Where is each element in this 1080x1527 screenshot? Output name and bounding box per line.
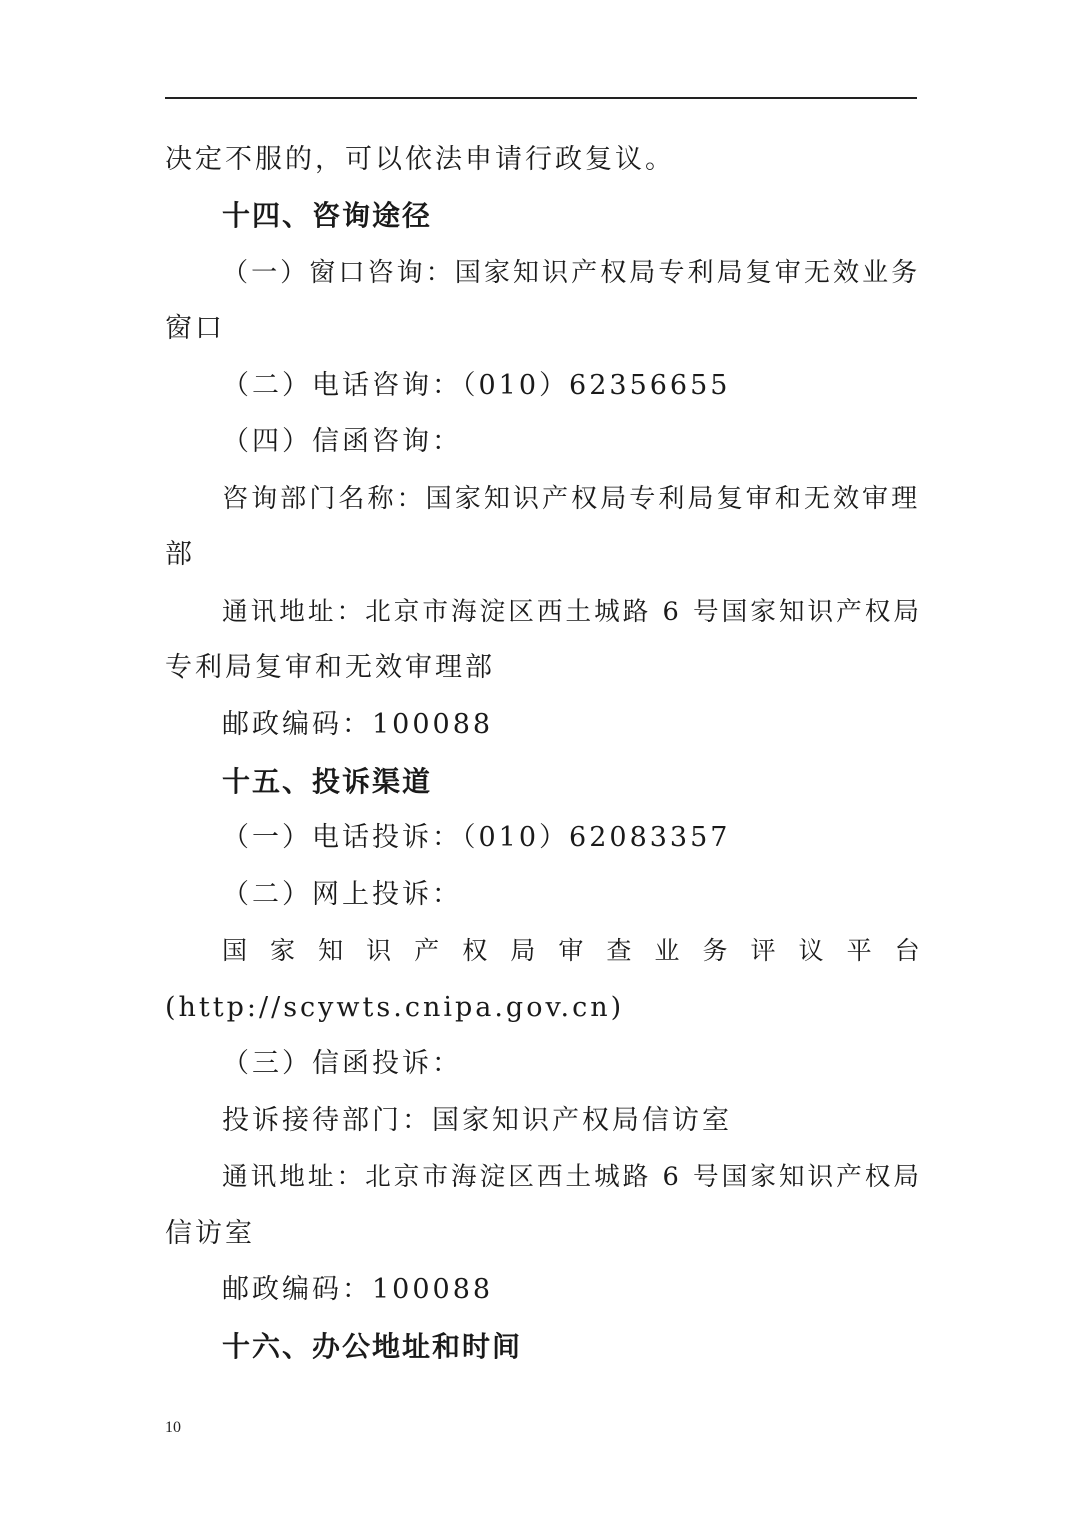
complaint-platform-url: (http://scywts.cnipa.gov.cn) — [165, 992, 625, 1023]
body-text-line: （一）电话投诉：（010）62083357 — [222, 822, 731, 853]
body-text-line: 国家知识产权局审查业务评议平台 — [222, 936, 943, 965]
section-heading-complaints: 十五、投诉渠道 — [222, 765, 433, 798]
page-number: 10 — [165, 1419, 181, 1436]
body-text-line: （一）窗口咨询：国家知识产权局专利局复审无效业务 — [222, 258, 921, 288]
body-text-line: 决定不服的，可以依法申请行政复议。 — [165, 144, 675, 175]
body-text-line: 窗口 — [165, 313, 225, 344]
body-text-line: 邮政编码：100088 — [222, 1274, 494, 1305]
body-text-line: 部 — [165, 539, 195, 570]
header-rule — [165, 97, 917, 99]
body-text-line: 通讯地址：北京市海淀区西土城路 6 号国家知识产权局 — [222, 597, 922, 627]
body-text-line: （四）信函咨询： — [222, 426, 462, 457]
body-text-line: 专利局复审和无效审理部 — [165, 652, 495, 683]
section-heading-office: 十六、办公地址和时间 — [222, 1330, 523, 1363]
body-text-line: 邮政编码：100088 — [222, 709, 494, 740]
body-text-line: （三）信函投诉： — [222, 1048, 462, 1079]
body-text-line: 咨询部门名称：国家知识产权局专利局复审和无效审理 — [222, 484, 921, 514]
body-text-line: （二）电话咨询：（010）62356655 — [222, 370, 731, 401]
section-heading-consultation: 十四、咨询途径 — [222, 199, 433, 232]
body-text-line: 投诉接待部门：国家知识产权局信访室 — [222, 1105, 732, 1136]
body-text-line: 通讯地址：北京市海淀区西土城路 6 号国家知识产权局 — [222, 1162, 922, 1192]
body-text-line: （二）网上投诉： — [222, 879, 462, 910]
body-text-line: 信访室 — [165, 1218, 255, 1249]
